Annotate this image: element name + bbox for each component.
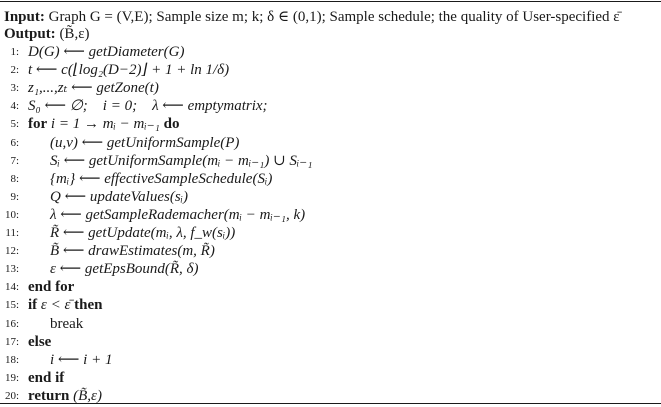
keyword: else (28, 333, 52, 350)
line-number: 11 (5, 227, 16, 239)
line-number: 1 (10, 46, 16, 58)
statement-text: ε < ε̄ (37, 297, 75, 314)
line-number-colon: : (16, 317, 20, 330)
line-code (28, 278, 74, 296)
line-code (28, 369, 64, 387)
algorithm-line (0, 43, 661, 61)
line-number: 9 (10, 190, 16, 203)
statement-text: (B̃,ε) (69, 387, 102, 404)
statement-text: ε ⟵ getEpsBound(R̃, δ) (50, 261, 199, 278)
algorithm-line (0, 206, 661, 224)
input-label: Input: (4, 9, 45, 25)
statement-text: i = 1 → mᵢ − mᵢ₋₁ (47, 116, 164, 133)
output-label: Output: (4, 26, 56, 42)
keyword: return (28, 387, 70, 404)
algorithm-line (0, 260, 661, 278)
input-text: Graph G = (V,E); Sample size m; k; δ ∈ (0,1); Sample schedule; the quality of User-specified ε̄ (48, 9, 620, 25)
line-code (50, 206, 305, 224)
keyword: then (74, 297, 103, 314)
line-code (28, 97, 268, 115)
line-number: 16 (5, 317, 16, 330)
bottom-rule (0, 403, 661, 404)
line-code (50, 152, 312, 170)
line-number-colon: : (16, 82, 20, 95)
statement-text: z₁,...,zₜ ⟵ getZone(t) (28, 80, 159, 97)
keyword: end if (28, 369, 65, 386)
keyword: end for (28, 279, 75, 296)
algorithm-line (0, 351, 661, 369)
statement-text: R̃ ⟵ getUpdate(mᵢ, λ, f_w(sᵢ)) (50, 225, 236, 241)
line-number: 10 (5, 208, 16, 221)
line-number-colon: : (16, 190, 20, 203)
line-number-colon: : (16, 46, 20, 58)
line-number-colon: : (16, 389, 20, 402)
line-number: 4 (10, 100, 16, 113)
line-number-colon: : (16, 208, 20, 221)
line-number-colon: : (16, 118, 20, 131)
line-number-colon: : (16, 154, 20, 167)
line-code (28, 296, 102, 314)
statement-text: t ⟵ c(⌊log₂(D−2)⌋ + 1 + ln 1/δ) (28, 62, 230, 79)
line-number-colon: : (16, 353, 20, 366)
line-code (50, 170, 272, 188)
statement-text: Sᵢ ⟵ getUniformSample(mᵢ − mᵢ₋₁) ∪ Sᵢ₋₁ (50, 152, 313, 169)
line-number: 20 (5, 389, 16, 402)
line-number-colon: : (16, 64, 20, 77)
line-number-colon: : (16, 263, 20, 276)
statement-text: (u,v) ⟵ getUniformSample(P) (50, 134, 240, 151)
line-number: 8 (10, 172, 16, 185)
line-number: 19 (5, 371, 16, 384)
line-code (28, 43, 184, 61)
line-code (50, 351, 112, 369)
line-number: 7 (10, 154, 16, 167)
algorithm-line (0, 224, 661, 242)
line-number-colon: : (16, 245, 20, 258)
line-number-colon: : (16, 335, 20, 348)
line-code (50, 224, 235, 242)
line-number: 14 (5, 281, 16, 294)
keyword: do (163, 116, 180, 133)
algorithm-line (0, 61, 661, 79)
keyword: for (28, 116, 48, 133)
output-line (4, 25, 89, 43)
line-code (50, 242, 215, 260)
algorithm-line (0, 152, 661, 170)
line-number: 13 (5, 263, 16, 276)
top-rule (0, 1, 661, 2)
algorithm-line (0, 134, 661, 152)
line-number-colon: : (16, 136, 20, 149)
algorithm-line (0, 170, 661, 188)
algorithm-line (0, 242, 661, 260)
line-code (28, 61, 229, 79)
statement-text: S₀ ⟵ ∅; i = 0; λ ⟵ emptymatrix; (28, 98, 268, 115)
line-number: 18 (5, 353, 16, 366)
statement-text: break (50, 315, 84, 332)
algorithm-line (0, 278, 661, 296)
algorithm-line (0, 369, 661, 387)
line-number: 15 (5, 299, 16, 312)
keyword: if (28, 297, 38, 314)
algorithm-line (0, 97, 661, 115)
statement-text: {mᵢ} ⟵ effectiveSampleSchedule(Sᵢ) (50, 170, 273, 187)
line-code (50, 260, 199, 278)
statement-text: D(G) ⟵ getDiameter(G) (28, 44, 185, 60)
statement-text: i ⟵ i + 1 (50, 351, 113, 368)
line-number-colon: : (16, 100, 20, 113)
line-number-colon: : (16, 172, 20, 185)
statement-text: B̃ ⟵ drawEstimates(m, R̃) (50, 243, 215, 260)
line-code (50, 134, 239, 152)
line-number: 3 (10, 82, 16, 95)
line-number-colon: : (16, 227, 20, 239)
input-line (4, 8, 620, 26)
line-number: 12 (5, 245, 16, 258)
line-number-colon: : (16, 299, 20, 312)
line-code (50, 315, 83, 333)
algorithm-line (0, 296, 661, 314)
line-number: 6 (10, 136, 16, 149)
algorithm-line (0, 333, 661, 351)
algorithm-line (0, 315, 661, 333)
statement-text: λ ⟵ getSampleRademacher(mᵢ − mᵢ₋₁, k) (50, 206, 306, 223)
line-number: 17 (5, 335, 16, 348)
output-text: (B̃,ε) (59, 26, 90, 42)
line-number: 2 (10, 64, 16, 77)
line-code (28, 79, 159, 97)
line-code (28, 115, 179, 133)
line-code (50, 188, 188, 206)
line-code (28, 333, 51, 351)
line-number-colon: : (16, 281, 20, 294)
algorithm-line (0, 115, 661, 133)
line-number: 5 (10, 118, 16, 131)
statement-text: Q ⟵ updateValues(sᵢ) (50, 188, 189, 205)
algorithm-line (0, 79, 661, 97)
line-number-colon: : (16, 371, 20, 384)
algorithm-line (0, 188, 661, 206)
